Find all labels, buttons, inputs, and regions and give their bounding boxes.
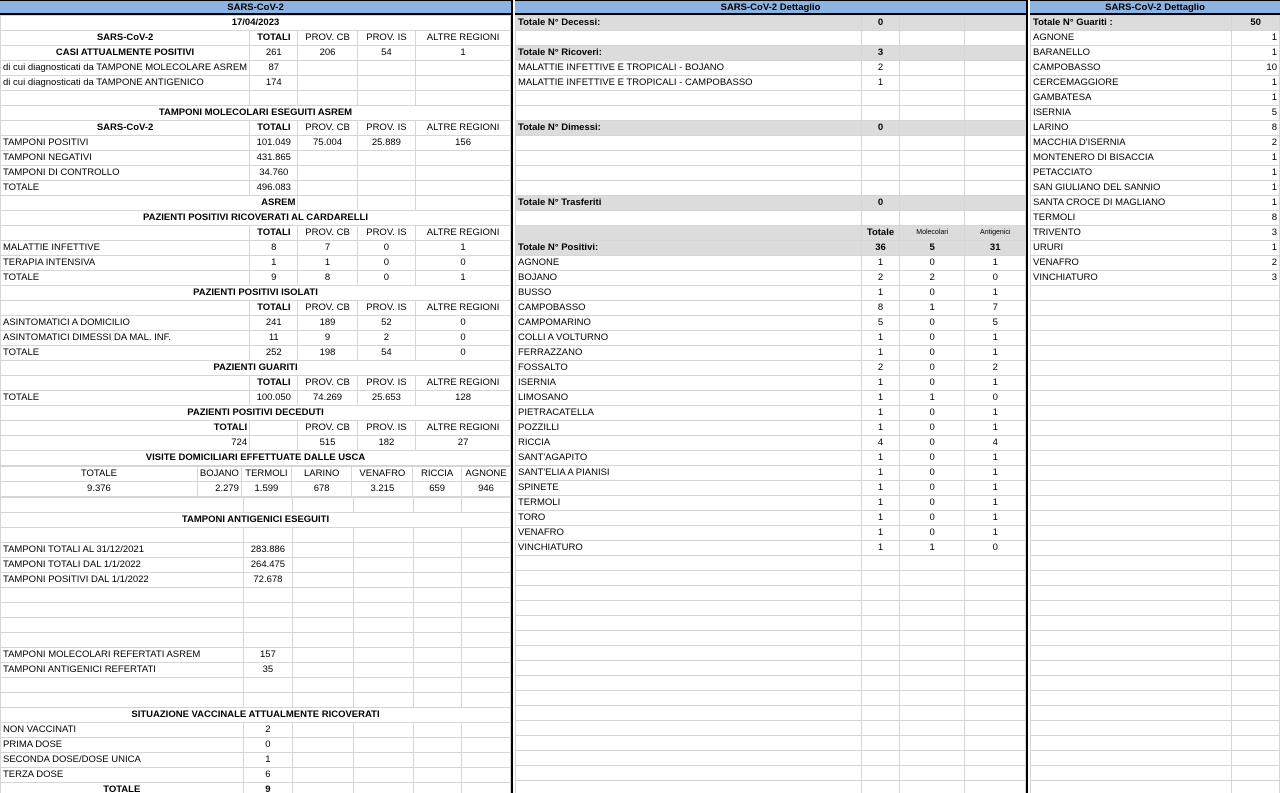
table-row: VINCHIATURO 3: [1031, 271, 1280, 286]
table-row: BOJANO 2 2 0: [516, 271, 1026, 286]
table-row: TAMPONI NEGATIVI 431.865: [1, 151, 511, 166]
table-row: RICCIA 4 0 4: [516, 436, 1026, 451]
table-row: CAMPOBASSO 8 1 7: [516, 301, 1026, 316]
table-row: 9.376 2.279 1.599 678 3.215 659 946: [1, 482, 511, 497]
table-row: TAMPONI TOTALI DAL 1/1/2022 264.475: [1, 558, 511, 573]
table-row: SECONDA DOSE/DOSE UNICA 1: [1, 753, 511, 768]
detail-panel: [515, 0, 1028, 793]
table-row: CERCEMAGGIORE 1: [1031, 76, 1280, 91]
section-title: PAZIENTI GUARITI: [1, 361, 511, 376]
table-row: ASINTOMATICI DIMESSI DA MAL. INF. 11 9 2 0: [1, 331, 511, 346]
table-row: Totale N° Trasferiti 0: [516, 196, 1026, 211]
table-row: ISERNIA 1 0 1: [516, 376, 1026, 391]
col-header: ALTRE REGIONI: [416, 121, 511, 136]
table-row: AGNONE 1: [1031, 31, 1280, 46]
table-row: SANT'AGAPITO 1 0 1: [516, 451, 1026, 466]
col-header: PROV. CB: [298, 31, 357, 46]
col-header: Molecolari: [899, 226, 964, 241]
table-row: BUSSO 1 0 1: [516, 286, 1026, 301]
table-row: CAMPOMARINO 5 0 5: [516, 316, 1026, 331]
col-header: SARS-CoV-2: [1, 31, 250, 46]
section-title: VISITE DOMICILIARI EFFETTUATE DALLE USCA: [1, 451, 511, 466]
report-date: 17/04/2023: [1, 16, 511, 31]
table-row: Totale N° Ricoveri: 3: [516, 46, 1026, 61]
col-header: TOTALI: [250, 121, 298, 136]
table-row: LARINO 8: [1031, 121, 1280, 136]
table-row: TOTALE 9: [1, 783, 511, 793]
table-row: CASI ATTUALMENTE POSITIVI 261 206 54 1: [1, 46, 511, 61]
table-row: AGNONE 1 0 1: [516, 256, 1026, 271]
panel-header: SARS-CoV-2 Dettaglio: [515, 0, 1026, 15]
table-row: TERZA DOSE 6: [1, 768, 511, 783]
table-row: TORO 1 0 1: [516, 511, 1026, 526]
panel-header: SARS-CoV-2 Dettaglio: [1030, 0, 1280, 15]
table-row: TRIVENTO 3: [1031, 226, 1280, 241]
table-row: BARANELLO 1: [1031, 46, 1280, 61]
table-row: MALATTIE INFETTIVE E TROPICALI - CAMPOBASSO 1: [516, 76, 1026, 91]
usca-table: TOTALE BOJANO TERMOLI LARINO VENAFRO RICCIA AGNONE 9.376 2.279 1.599 678 3.215 659 946: [0, 466, 511, 497]
col-header: TOTALI: [250, 226, 298, 241]
col-header: SARS-CoV-2: [1, 121, 250, 136]
table-row: TOTALE 496.083: [1, 181, 511, 196]
col-header: PROV. IS: [357, 31, 416, 46]
table-row: MONTENERO DI BISACCIA 1: [1031, 151, 1280, 166]
detail-table: [515, 15, 1026, 793]
col-header: TOTALI: [250, 31, 298, 46]
section-title: PAZIENTI POSITIVI RICOVERATI AL CARDARELLI: [1, 211, 511, 226]
col-header: ALTRE REGIONI: [416, 226, 511, 241]
col-header: Antigenici: [965, 226, 1026, 241]
table-row: VINCHIATURO 1 1 0: [516, 541, 1026, 556]
table-row: TOTALE 100.050 74.269 25.653 128: [1, 391, 511, 406]
antigen-table: [0, 497, 511, 793]
table-row: TAMPONI ANTIGENICI REFERTATI 35: [1, 663, 511, 678]
section-title: TAMPONI MOLECOLARI ESEGUITI ASREM: [1, 106, 511, 121]
table-row: Totale N° Dimessi: 0: [516, 121, 1026, 136]
table-row: TOTALE 9 8 0 1: [1, 271, 511, 286]
section-title: ASREM: [1, 196, 298, 211]
table-row: LIMOSANO 1 1 0: [516, 391, 1026, 406]
section-title: TAMPONI ANTIGENICI ESEGUITI: [1, 513, 511, 528]
table-row: TAMPONI POSITIVI DAL 1/1/2022 72.678: [1, 573, 511, 588]
table-row: GAMBATESA 1: [1031, 91, 1280, 106]
table-row: VENAFRO 2: [1031, 256, 1280, 271]
table-row: PRIMA DOSE 0: [1, 738, 511, 753]
table-row: TOTALE 252 198 54 0: [1, 346, 511, 361]
table-row: 724 515 182 27: [1, 436, 511, 451]
recovered-table: [1030, 15, 1280, 793]
table-row: di cui diagnosticati da TAMPONE ANTIGENICO 174: [1, 76, 511, 91]
table-row: Totale N° Positivi: 36 5 31: [516, 241, 1026, 256]
table-row: PIETRACATELLA 1 0 1: [516, 406, 1026, 421]
section-title: SITUAZIONE VACCINALE ATTUALMENTE RICOVERATI: [1, 708, 511, 723]
summary-table: 17/04/2023 SARS-CoV-2 TOTALI PROV. CB PROV. IS ALTRE REGIONI CASI ATTUALMENTE POSITIVI 261 206 54 1 di cui diagnosticati da TAMPONE MOLECOLARE ASREM 87 di cui diagnosticati da TAMPONE ANTIGENICO 174 TAMPONI MOLECOLARI ESEGUITI ASREM SARS-CoV-2 TOTALI PROV. CB PROV. IS ALTRE REGIONI TAMPONI POSITIVI 101.049 75.004 25.889 156 TAMPONI NEGATIVI 431.865 TAMPONI DI CONTROLLO 34.760 TOTALE 496.083 ASREM PAZIENTI POSITIVI RICOVERATI AL CARDARELLI TOTALI PROV. CB PROV. IS ALTRE REGIONI MALATTIE INFETTIVE 8 7 0 1 TERAPIA INTENSIVA 1 1 0 0 TOTALE 9 8 0 1 PAZIENTI POSITIVI ISOLATI TOTALI PROV. CB PROV. IS ALTRE REGIONI ASINTOMATICI A DOMICILIO 241 189 52 0 ASINTOMATICI DIMESSI DA MAL. INF. 11 9 2 0 TOTALE 252 198 54 0 PAZIENTI GUARITI TOTALI PROV. CB PROV. IS ALTRE REGIONI TOTALE 100.050 74.269 25.653 128 PAZIENTI POSITIVI DECEDUTI TOTALI PROV. CB PROV. IS ALTRE REGIONI 724 515 182 27 VISITE DOMICILIARI EFFETTUATE DALLE USCA: [0, 15, 511, 466]
table-row: URURI 1: [1031, 241, 1280, 256]
table-row: TAMPONI POSITIVI 101.049 75.004 25.889 156: [1, 136, 511, 151]
table-row: NON VACCINATI 2: [1, 723, 511, 738]
table-row: TERMOLI 8: [1031, 211, 1280, 226]
recovered-panel: [1030, 0, 1280, 793]
table-row: TERAPIA INTENSIVA 1 1 0 0: [1, 256, 511, 271]
table-row: CAMPOBASSO 10: [1031, 61, 1280, 76]
table-row: Totale N° Decessi: 0: [516, 16, 1026, 31]
table-row: di cui diagnosticati da TAMPONE MOLECOLARE ASREM 87: [1, 61, 511, 76]
table-row: SAN GIULIANO DEL SANNIO 1: [1031, 181, 1280, 196]
table-row: ISERNIA 5: [1031, 106, 1280, 121]
table-row: SPINETE 1 0 1: [516, 481, 1026, 496]
main-summary-panel: [0, 0, 513, 793]
col-header: PROV. IS: [357, 226, 416, 241]
table-row: TAMPONI MOLECOLARI REFERTATI ASREM 157: [1, 648, 511, 663]
table-row: MACCHIA D'ISERNIA 2: [1031, 136, 1280, 151]
table-row: FOSSALTO 2 0 2: [516, 361, 1026, 376]
table-row: PETACCIATO 1: [1031, 166, 1280, 181]
section-title: PAZIENTI POSITIVI ISOLATI: [1, 286, 511, 301]
col-header: PROV. CB: [298, 121, 357, 136]
table-row: TAMPONI TOTALI AL 31/12/2021 283.886: [1, 543, 511, 558]
table-row: MALATTIE INFETTIVE E TROPICALI - BOJANO 2: [516, 61, 1026, 76]
table-row: SANT'ELIA A PIANISI 1 0 1: [516, 466, 1026, 481]
col-header: Totale: [862, 226, 900, 241]
col-header: ALTRE REGIONI: [416, 31, 511, 46]
table-row: MALATTIE INFETTIVE 8 7 0 1: [1, 241, 511, 256]
positives-list: [516, 256, 1026, 793]
table-row: VENAFRO 1 0 1: [516, 526, 1026, 541]
table-row: FERRAZZANO 1 0 1: [516, 346, 1026, 361]
table-row: ASINTOMATICI A DOMICILIO 241 189 52 0: [1, 316, 511, 331]
section-title: PAZIENTI POSITIVI DECEDUTI: [1, 406, 511, 421]
col-header: PROV. CB: [298, 226, 357, 241]
panel-header: SARS-CoV-2: [0, 0, 511, 15]
recovered-list: [1031, 31, 1280, 793]
table-row: COLLI A VOLTURNO 1 0 1: [516, 331, 1026, 346]
table-row: TAMPONI DI CONTROLLO 34.760: [1, 166, 511, 181]
table-row: Totale N° Guariti : 50: [1031, 16, 1280, 31]
table-row: POZZILLI 1 0 1: [516, 421, 1026, 436]
col-header: PROV. IS: [357, 121, 416, 136]
table-row: TERMOLI 1 0 1: [516, 496, 1026, 511]
table-row: SANTA CROCE DI MAGLIANO 1: [1031, 196, 1280, 211]
